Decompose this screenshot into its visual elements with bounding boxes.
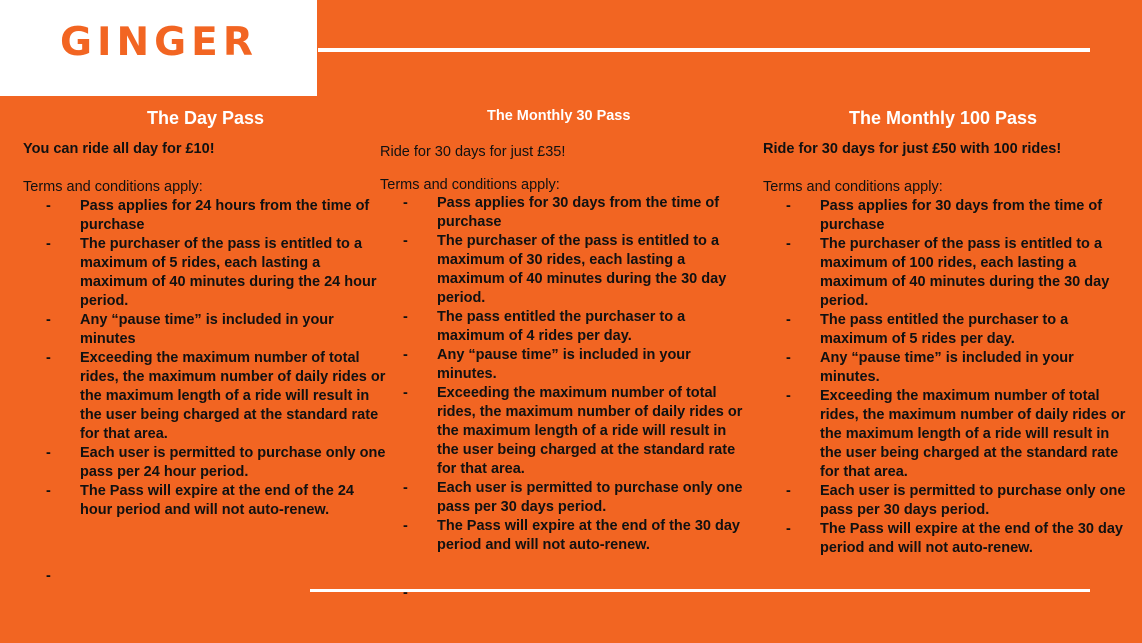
term-line: The purchaser of the pass is entitled to a bbox=[820, 236, 1103, 252]
bullet-dash: - bbox=[403, 309, 408, 325]
bullet-dash: - bbox=[786, 236, 791, 252]
term-line: minutes. bbox=[437, 366, 497, 382]
day-pass-terms-list bbox=[23, 197, 385, 520]
term-line: maximum of 40 minutes during the 24 hour bbox=[80, 274, 377, 290]
monthly-30-pass-terms-heading: Terms and conditions apply: bbox=[380, 177, 560, 193]
term-line: pass per 30 days period. bbox=[437, 499, 607, 515]
bullet-dash: - bbox=[786, 521, 791, 537]
bullet-dash: - bbox=[46, 445, 51, 461]
term-line: rides, the maximum number of daily rides or bbox=[80, 369, 386, 385]
monthly-30-pass-trailing-dash: - bbox=[403, 585, 408, 601]
ginger-logo: GINGER bbox=[60, 20, 258, 65]
term-line: Any “pause time” is included in your bbox=[437, 347, 691, 363]
term-line: Any “pause time” is included in your bbox=[80, 312, 334, 328]
term-line: Exceeding the maximum number of total bbox=[80, 350, 360, 366]
term-line: Pass applies for 30 days from the time of bbox=[437, 195, 720, 211]
term-item bbox=[23, 482, 385, 520]
bullet-dash: - bbox=[403, 233, 408, 249]
term-line: rides, the maximum number of daily rides or bbox=[820, 407, 1126, 423]
bullet-dash: - bbox=[786, 388, 791, 404]
term-item bbox=[23, 311, 385, 349]
term-item bbox=[380, 194, 742, 232]
term-line: maximum of 100 rides, each lasting a bbox=[820, 255, 1077, 271]
term-item bbox=[763, 482, 1125, 520]
term-line: maximum of 40 minutes during the 30 day bbox=[437, 271, 727, 287]
term-line: The pass entitled the purchaser to a bbox=[437, 309, 686, 325]
term-item bbox=[763, 311, 1125, 349]
bullet-dash: - bbox=[403, 195, 408, 211]
term-item bbox=[380, 308, 742, 346]
term-line: for that area. bbox=[437, 461, 525, 477]
term-line: maximum of 30 rides, each lasting a bbox=[437, 252, 686, 268]
term-item bbox=[23, 197, 385, 235]
logo-box bbox=[0, 0, 317, 96]
bullet-dash: - bbox=[46, 483, 51, 499]
monthly-30-pass-tagline: Ride for 30 days for just £35! bbox=[380, 144, 566, 160]
monthly-30-pass-terms-list bbox=[380, 194, 742, 555]
term-line: purchase bbox=[437, 214, 502, 230]
term-line: Each user is permitted to purchase only one bbox=[820, 483, 1126, 499]
term-item bbox=[23, 235, 385, 311]
monthly-100-pass-terms-heading: Terms and conditions apply: bbox=[763, 179, 943, 195]
term-line: pass per 30 days period. bbox=[820, 502, 990, 518]
term-item bbox=[763, 197, 1125, 235]
term-line: for that area. bbox=[80, 426, 168, 442]
term-line: Each user is permitted to purchase only one bbox=[437, 480, 743, 496]
term-line: Any “pause time” is included in your bbox=[820, 350, 1074, 366]
day-pass-title: The Day Pass bbox=[147, 108, 265, 128]
term-line: The pass entitled the purchaser to a bbox=[820, 312, 1069, 328]
term-line: minutes bbox=[80, 331, 136, 347]
term-line: Pass applies for 30 days from the time of bbox=[820, 198, 1103, 214]
term-item bbox=[763, 520, 1125, 558]
term-line: maximum of 40 minutes during the 30 day bbox=[820, 274, 1110, 290]
term-line: The Pass will expire at the end of the 30 day bbox=[820, 521, 1123, 537]
monthly-30-pass-column bbox=[380, 108, 742, 555]
term-line: Each user is permitted to purchase only one bbox=[80, 445, 386, 461]
bullet-dash: - bbox=[46, 198, 51, 214]
term-line: the user being charged at the standard rate bbox=[80, 407, 379, 423]
term-line: The Pass will expire at the end of the 30 day bbox=[437, 518, 740, 534]
bullet-dash: - bbox=[786, 312, 791, 328]
term-item bbox=[763, 235, 1125, 311]
term-line: period. bbox=[80, 293, 129, 309]
monthly-30-pass-title: The Monthly 30 Pass bbox=[487, 108, 631, 124]
bullet-dash: - bbox=[46, 350, 51, 366]
term-line: Pass applies for 24 hours from the time of bbox=[80, 198, 370, 214]
term-item bbox=[380, 346, 742, 384]
monthly-100-pass-terms-list bbox=[763, 197, 1125, 558]
day-pass-terms-heading: Terms and conditions apply: bbox=[23, 179, 203, 195]
monthly-100-pass-column bbox=[763, 108, 1125, 558]
term-line: purchase bbox=[80, 217, 145, 233]
term-line: purchase bbox=[820, 217, 885, 233]
bullet-dash: - bbox=[786, 483, 791, 499]
top-divider bbox=[318, 48, 1090, 52]
bullet-dash: - bbox=[786, 198, 791, 214]
term-item bbox=[763, 349, 1125, 387]
term-line: the user being charged at the standard rate bbox=[820, 445, 1119, 461]
bullet-dash: - bbox=[403, 385, 408, 401]
term-line: period and will not auto-renew. bbox=[820, 540, 1033, 556]
term-item bbox=[763, 387, 1125, 482]
day-pass-tagline: You can ride all day for £10! bbox=[23, 141, 215, 157]
term-line: maximum of 5 rides, each lasting a bbox=[80, 255, 321, 271]
bullet-dash: - bbox=[403, 347, 408, 363]
term-line: period and will not auto-renew. bbox=[437, 537, 650, 553]
day-pass-column bbox=[23, 108, 385, 520]
bullet-dash: - bbox=[403, 518, 408, 534]
bullet-dash: - bbox=[786, 350, 791, 366]
term-line: rides, the maximum number of daily rides or bbox=[437, 404, 743, 420]
term-line: Exceeding the maximum number of total bbox=[437, 385, 717, 401]
term-line: minutes. bbox=[820, 369, 880, 385]
term-line: the maximum length of a ride will result in bbox=[80, 388, 370, 404]
term-item bbox=[380, 232, 742, 308]
term-line: period. bbox=[437, 290, 486, 306]
term-line: Exceeding the maximum number of total bbox=[820, 388, 1100, 404]
bullet-dash: - bbox=[46, 312, 51, 328]
term-line: maximum of 4 rides per day. bbox=[437, 328, 632, 344]
term-line: period. bbox=[820, 293, 869, 309]
term-line: for that area. bbox=[820, 464, 908, 480]
term-line: The Pass will expire at the end of the 24 bbox=[80, 483, 354, 499]
monthly-100-pass-title: The Monthly 100 Pass bbox=[849, 108, 1038, 128]
term-line: maximum of 5 rides per day. bbox=[820, 331, 1015, 347]
term-item bbox=[380, 517, 742, 555]
term-line: The purchaser of the pass is entitled to a bbox=[80, 236, 363, 252]
term-item bbox=[380, 479, 742, 517]
bullet-dash: - bbox=[46, 236, 51, 252]
term-item bbox=[380, 384, 742, 479]
monthly-100-pass-tagline: Ride for 30 days for just £50 with 100 rides! bbox=[763, 141, 1062, 157]
term-line: the maximum length of a ride will result in bbox=[437, 423, 727, 439]
bullet-dash: - bbox=[403, 480, 408, 496]
term-item bbox=[23, 349, 385, 444]
bottom-divider bbox=[310, 589, 1090, 592]
term-line: The purchaser of the pass is entitled to a bbox=[437, 233, 720, 249]
term-line: the maximum length of a ride will result in bbox=[820, 426, 1110, 442]
day-pass-trailing-dash: - bbox=[46, 568, 51, 584]
term-line: pass per 24 hour period. bbox=[80, 464, 249, 480]
term-line: hour period and will not auto-renew. bbox=[80, 502, 330, 518]
term-line: the user being charged at the standard rate bbox=[437, 442, 736, 458]
term-item bbox=[23, 444, 385, 482]
